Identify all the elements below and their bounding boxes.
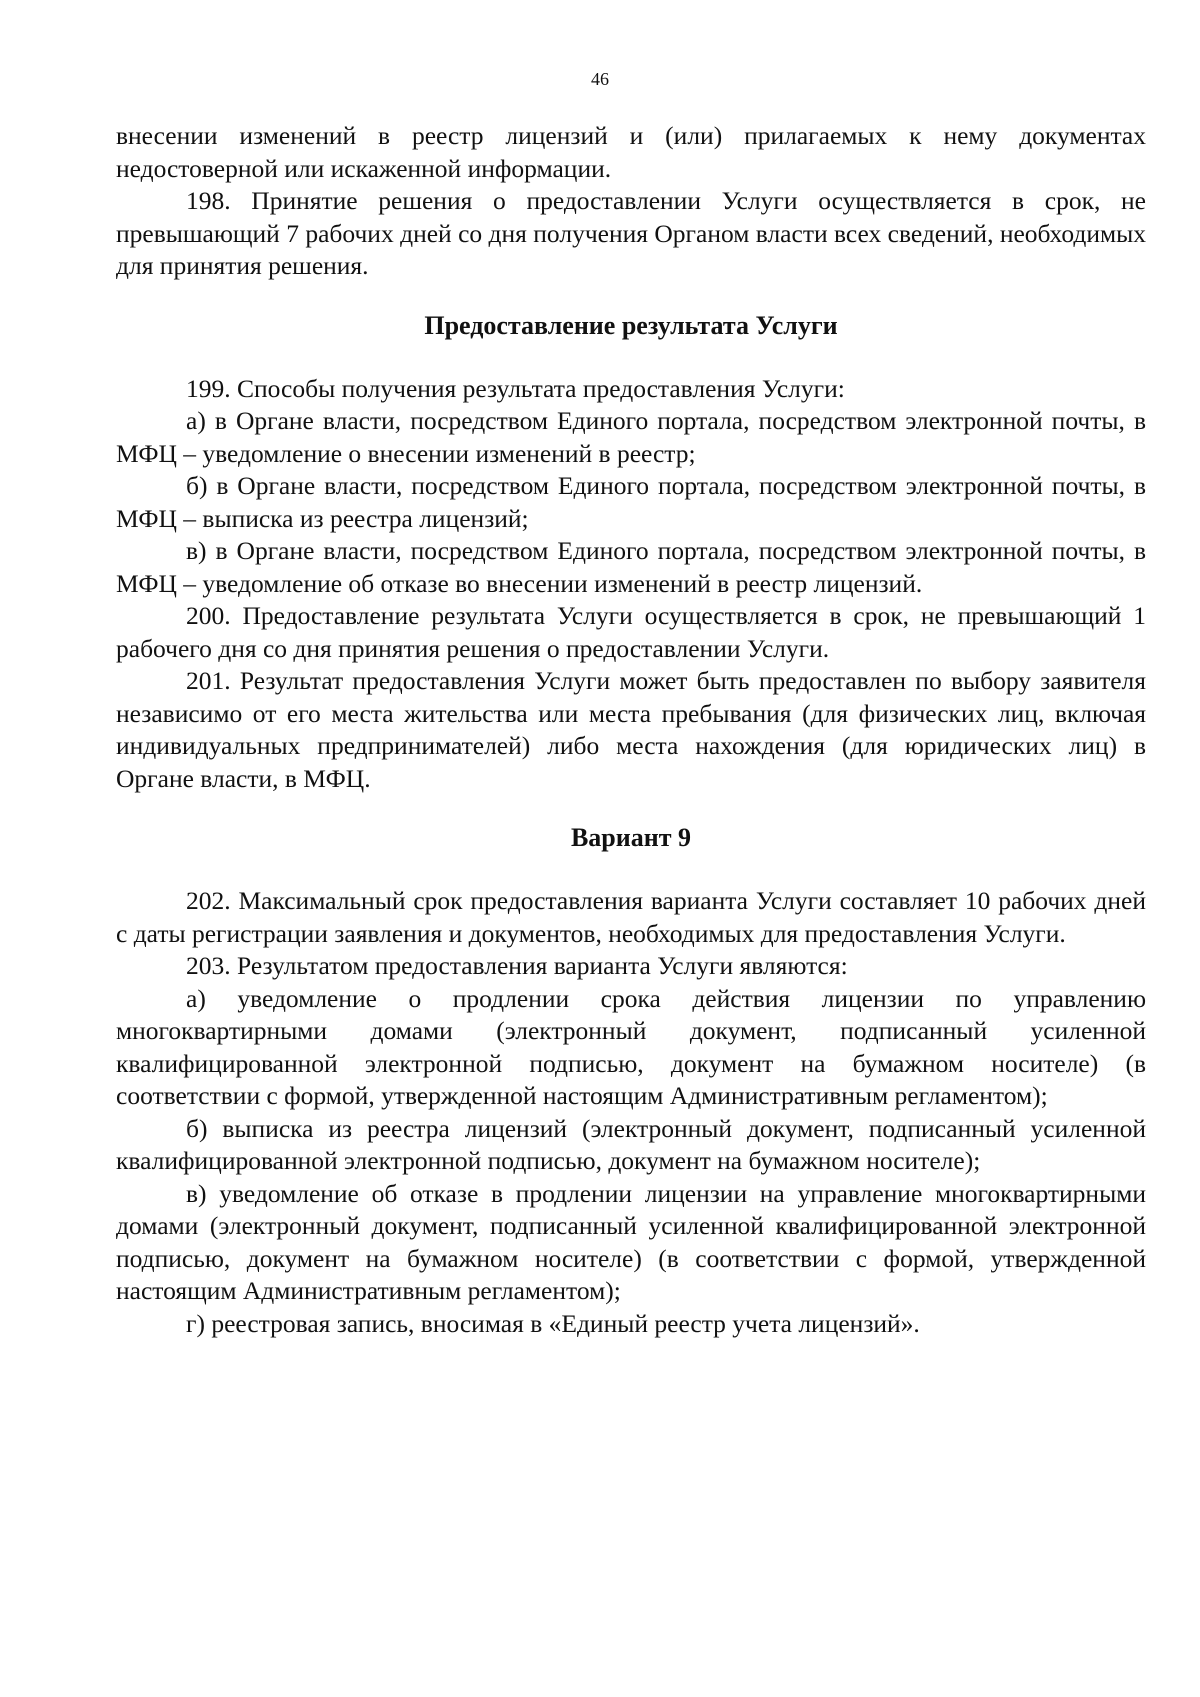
paragraph-201: 201. Результат предоставления Услуги может быть предоставлен по выбору заявителя независимо от его места жительства или места пребывания (для физических лиц, включая индивидуальных предпринимателей) либо места нахождения (для юридических лиц) в Органе власти, в МФЦ. <box>116 666 1146 793</box>
paragraph-203: 203. Результатом предоставления варианта Услуги являются: <box>186 951 848 980</box>
paragraph-203-g: г) реестровая запись, вносимая в «Единый реестр учета лицензий». <box>186 1308 920 1338</box>
section-heading-variant-9: Вариант 9 <box>570 823 692 852</box>
document-body <box>116 120 1146 1340</box>
paragraph-continuation: внесении изменений в реестр лицензий и (или) прилагаемых к нему документах недостоверной или искаженной информации. <box>116 121 1146 183</box>
paragraph-200: 200. Предоставление результата Услуги осуществляется в срок, не превышающий 1 рабочего дня со дня принятия решения о предоставлении Услуги. <box>116 601 1146 663</box>
page-number: 46 <box>591 69 609 89</box>
paragraph-203-b: б) выписка из реестра лицензий (электронный документ, подписанный усиленной квалифицированной электронной подписью, документ на бумажном носителе); <box>116 1113 1146 1175</box>
paragraph-202: 202. Максимальный срок предоставления варианта Услуги составляет 10 рабочих дней с даты регистрации заявления и документов, необходимых для предоставления Услуги. <box>116 886 1146 948</box>
section-heading-result: Предоставление результата Услуги <box>424 310 838 340</box>
paragraph-203-a: а) уведомление о продлении срока действия лицензии по управлению многоквартирными домами (электронный документ, подписанный усиленной квалифицированной электронной подписью, документ на бумажном носителе) (в соответствии с формой, утвержденной настоящим Административным регламентом); <box>116 983 1146 1110</box>
paragraph-203-v: в) уведомление об отказе в продлении лицензии на управление многоквартирными домами (электронный документ, подписанный усиленной квалифицированной электронной подписью, документ на бумажном носителе) (в соответствии с формой, утвержденной настоящим Административным регламентом); <box>116 1178 1146 1305</box>
paragraph-199-v: в) в Органе власти, посредством Единого портала, посредством электронной почты, в МФЦ – уведомление об отказе во внесении изменений в реестр лицензий. <box>116 536 1146 598</box>
paragraph-199: 199. Способы получения результата предоставления Услуги: <box>186 373 845 403</box>
paragraph-199-b: б) в Органе власти, посредством Единого портала, посредством электронной почты, в МФЦ – выписка из реестра лицензий; <box>116 471 1146 533</box>
paragraph-199-a: а) в Органе власти, посредством Единого портала, посредством электронной почты, в МФЦ – уведомление о внесении изменений в реестр; <box>116 406 1146 468</box>
paragraph-198: 198. Принятие решения о предоставлении Услуги осуществляется в срок, не превышающий 7 рабочих дней со дня получения Органом власти всех сведений, необходимых для принятия решения. <box>116 186 1146 280</box>
